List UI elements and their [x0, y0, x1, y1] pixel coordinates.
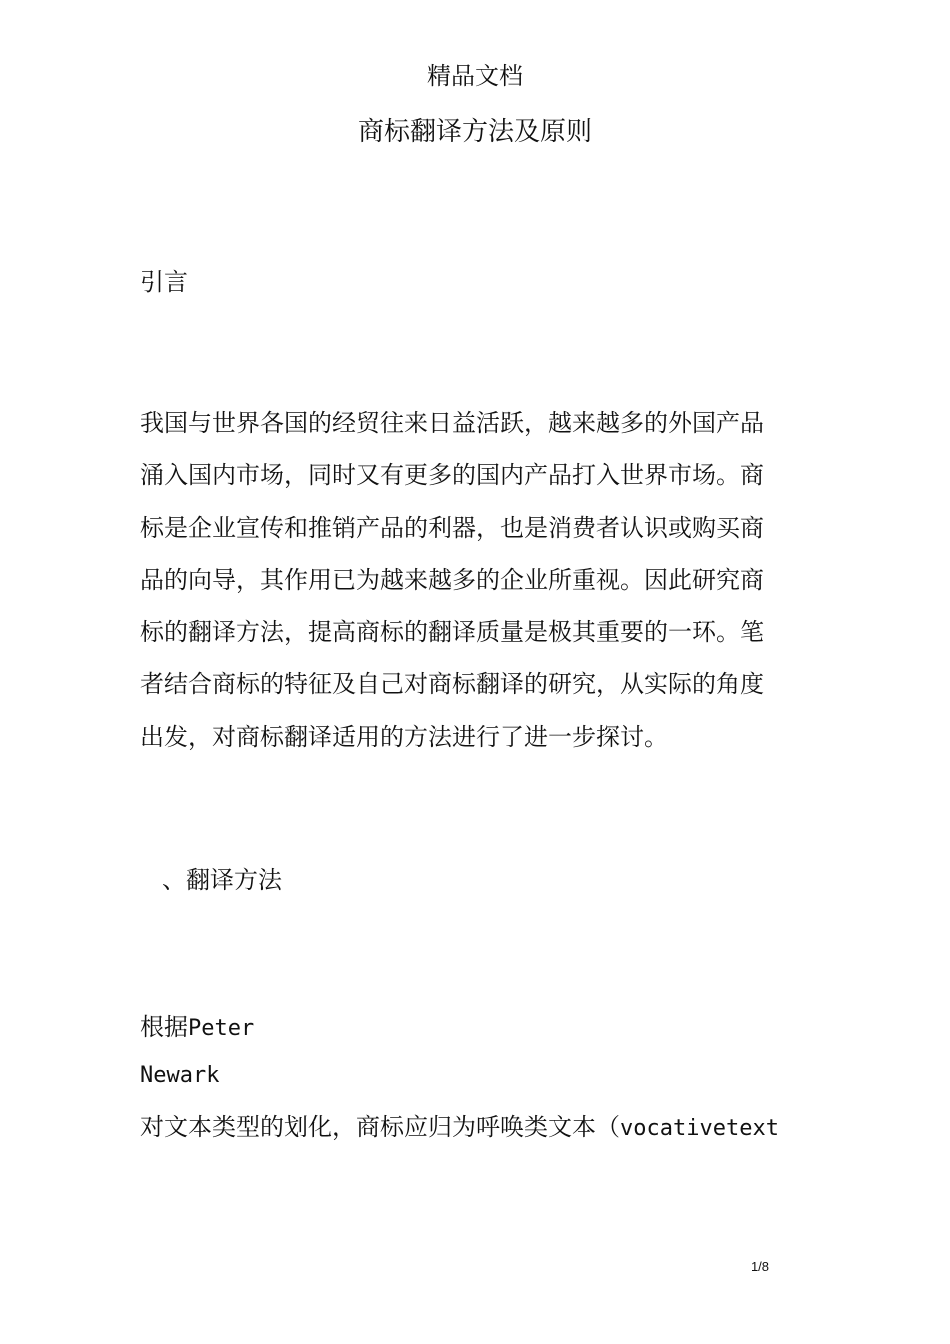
body-text: 对文本类型的划化，商标应归为呼唤类文本（: [140, 1113, 620, 1141]
paragraph-line: 品的向导，其作用已为越来越多的企业所重视。因此研究商: [140, 565, 764, 594]
document-title: 商标翻译方法及原则: [357, 117, 592, 147]
paragraph-line: 我国与世界各国的经贸往来日益活跃，越来越多的外国产品: [140, 409, 764, 437]
paragraph-line: 标的翻译方法，提高商标的翻译质量是极其重要的一环。笔: [140, 618, 764, 647]
paragraph-line: 标是企业宣传和推销产品的利器，也是消费者认识或购买商: [140, 513, 764, 542]
page-number: 1/8: [750, 1259, 770, 1274]
paragraph-line: 涌入国内市场，同时又有更多的国内产品打入世界市场。商: [140, 461, 764, 490]
page-header-label: 精品文档: [427, 62, 523, 90]
body-text: 根据: [140, 1013, 188, 1041]
term-text: vocativetext: [620, 1116, 779, 1141]
body-line-text-type: [140, 1109, 779, 1147]
paragraph-line: 者结合商标的特征及自己对商标翻译的研究，从实际的角度: [140, 670, 764, 699]
section-heading-translation-methods: 、翻译方法: [162, 866, 282, 894]
section-heading-intro: 引言: [140, 268, 188, 296]
body-line-author-surname: Newark: [140, 1063, 220, 1088]
body-line-author: [140, 1009, 254, 1047]
author-name: Peter: [188, 1016, 255, 1041]
paragraph-line: 出发，对商标翻译适用的方法进行了进一步探讨。: [140, 722, 668, 751]
intro-paragraph: [140, 397, 810, 763]
